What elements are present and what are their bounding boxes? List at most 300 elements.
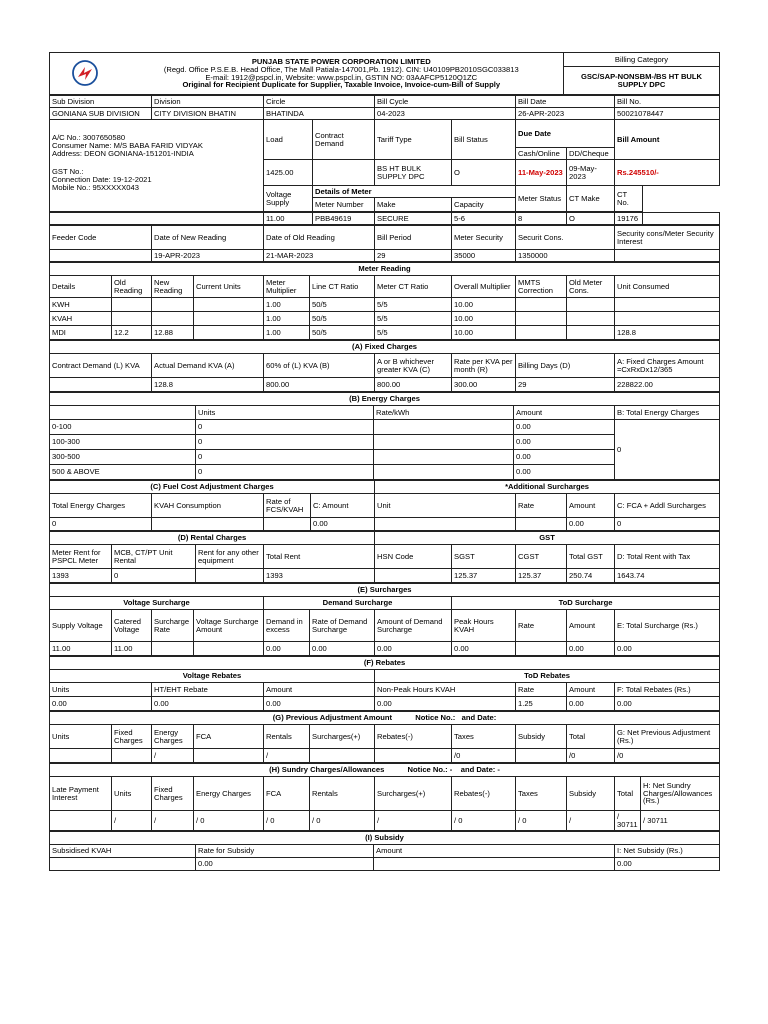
- table-cell: /: [152, 749, 194, 763]
- due-date-dd: 09-May-2023: [567, 160, 615, 186]
- fca-col-kvah: KVAH Consumption: [152, 494, 264, 518]
- table-cell: 250.74: [567, 569, 615, 583]
- ct-make-header: CT Make: [567, 186, 615, 212]
- table-cell: [516, 518, 567, 531]
- voltage-rebates-title: Voltage Rebates: [50, 670, 375, 683]
- table-cell: [112, 749, 152, 763]
- table-cell: [516, 298, 567, 312]
- mr-col-multiplier: Meter Multiplier: [264, 276, 310, 298]
- table-row: [50, 811, 720, 831]
- old-reading-date-header: Date of Old Reading: [264, 226, 375, 250]
- table-cell: 0.00: [514, 465, 615, 480]
- consumer-info-table: [49, 95, 720, 212]
- table-cell: 0: [196, 450, 374, 465]
- billing-category-value: GSC/SAP-NONSBM-/BS HT BULK SUPPLY DPC: [564, 67, 720, 95]
- table-cell: /0: [615, 749, 720, 763]
- consumer-name: Consumer Name: M/S BABA FARID VIDYAK: [52, 140, 203, 150]
- table-cell: / 0: [264, 811, 310, 831]
- table-cell: [375, 569, 452, 583]
- pa-col-fixed: Fixed Charges: [112, 725, 152, 749]
- sundry-title: (H) Sundry Charges/Allowances Notice No.: - and Date: -: [50, 764, 720, 777]
- table-row: [50, 326, 720, 340]
- meter-reading-title: Meter Reading: [50, 263, 720, 276]
- voltage-supply-header: Voltage Supply: [264, 186, 313, 212]
- sb-col-kvah: Subsidised KVAH: [50, 845, 196, 858]
- fc-col-amount: A: Fixed Charges Amount =CxRxDx12/365: [615, 354, 720, 378]
- table-cell: 0: [196, 435, 374, 450]
- table-cell: [264, 518, 311, 531]
- mr-col-old-cons: Old Meter Cons.: [567, 276, 615, 298]
- demand-surcharge-title: Demand Surcharge: [264, 597, 452, 610]
- mr-col-current: Current Units: [194, 276, 264, 298]
- table-cell: 5/5: [375, 298, 452, 312]
- table-cell: 1393: [264, 569, 375, 583]
- invoice-document: [49, 52, 719, 871]
- table-cell: [615, 312, 720, 326]
- table-cell: [112, 312, 152, 326]
- sc-col-total: E: Total Surcharge (Rs.): [615, 610, 720, 642]
- meter-security-value: 35000: [452, 250, 516, 262]
- table-cell: [516, 642, 567, 656]
- meter-info-table: [49, 212, 720, 225]
- old-reading-date-value: 21-MAR-2023: [264, 250, 375, 262]
- ct-no-header: CT No.: [615, 186, 643, 212]
- table-cell: 125.37: [452, 569, 516, 583]
- table-cell: 10.00: [452, 326, 516, 340]
- table-cell: [567, 312, 615, 326]
- due-date-header: Due Date: [516, 120, 615, 148]
- voltage-value: 11.00: [264, 213, 313, 225]
- table-cell: 1393: [50, 569, 112, 583]
- table-cell: 128.8: [615, 326, 720, 340]
- table-cell: 1643.74: [615, 569, 720, 583]
- pspcl-logo: [50, 53, 120, 95]
- pa-col-energy: Energy Charges: [152, 725, 194, 749]
- mr-col-overall: Overall Multiplier: [452, 276, 516, 298]
- table-cell: [152, 518, 264, 531]
- table-cell: / 0: [310, 811, 375, 831]
- table-cell: [50, 811, 112, 831]
- rb-col-nonpeak: Non-Peak Hours KVAH: [375, 683, 516, 697]
- table-cell: 0-100: [50, 420, 196, 435]
- table-cell: [152, 298, 194, 312]
- security-interest-header: Security cons/Meter Security Interest: [615, 226, 720, 250]
- consumer-details: [50, 120, 264, 212]
- table-cell: MDI: [50, 326, 112, 340]
- sb-col-net: I: Net Subsidy (Rs.): [615, 845, 720, 858]
- ct-no-value: [643, 213, 720, 225]
- table-row: [50, 378, 720, 392]
- bill-status-header: Bill Status: [452, 120, 516, 160]
- table-cell: 0.00: [311, 518, 375, 531]
- digit-value: 8: [516, 213, 567, 225]
- fca-title: (C) Fuel Cost Adjustment Charges: [50, 481, 375, 494]
- tariff-value: BS HT BULK SUPPLY DPC: [375, 160, 452, 186]
- company-name: PUNJAB STATE POWER CORPORATION LIMITED: [251, 56, 431, 66]
- table-cell: 0: [196, 420, 374, 435]
- subsidy-table: [49, 831, 720, 871]
- fc-col-days: Billing Days (D): [516, 354, 615, 378]
- table-cell: 0: [615, 518, 720, 531]
- sc-col-demand-amount: Amount of Demand Surcharge: [375, 610, 452, 642]
- table-cell: 300-500: [50, 450, 196, 465]
- rental-table: [49, 531, 720, 583]
- table-cell: / 0: [516, 811, 567, 831]
- sundry-table: [49, 763, 720, 831]
- sc-col-demand-rate: Rate of Demand Surcharge: [310, 610, 375, 642]
- subdivision-value: GONIANA SUB DIVISION: [50, 108, 152, 120]
- table-cell: / 0: [452, 811, 516, 831]
- rb-col-total: F: Total Rebates (Rs.): [615, 683, 720, 697]
- table-cell: /: [264, 749, 310, 763]
- table-cell: 5/5: [375, 312, 452, 326]
- table-cell: [516, 312, 567, 326]
- table-cell: 1.25: [516, 697, 567, 711]
- sc-col-catered: Catered Voltage: [112, 610, 152, 642]
- table-cell: 1.00: [264, 298, 310, 312]
- pa-col-rebates: Rebates(-): [375, 725, 452, 749]
- table-cell: /0: [452, 749, 516, 763]
- bill-no-header: Bill No.: [615, 96, 720, 108]
- account-number: A/C No.: 3007650580: [52, 133, 126, 142]
- tariff-header: Tariff Type: [375, 120, 452, 160]
- make-header: Make: [375, 198, 452, 212]
- table-cell: [375, 749, 452, 763]
- company-header: [120, 53, 564, 95]
- table-cell: [374, 465, 514, 480]
- subdivision-header: Sub Division: [50, 96, 152, 108]
- table-cell: 50/5: [310, 326, 375, 340]
- table-cell: 5/5: [375, 326, 452, 340]
- table-cell: [374, 858, 615, 871]
- meter-number-value: PBB49619: [313, 213, 375, 225]
- previous-adjustment-table: [49, 711, 720, 763]
- table-cell: [194, 749, 264, 763]
- sc-col-peak: Peak Hours KVAH: [452, 610, 516, 642]
- fc-col-contract: Contract Demand (L) KVA: [50, 354, 152, 378]
- fca-table: [49, 480, 720, 531]
- pa-col-taxes: Taxes: [452, 725, 516, 749]
- company-address: (Regd. Office P.S.E.B. Head Office, The Mall Patiala-147001,Pb. 1912). CIN: U40109PB2010SGC033813: [163, 64, 519, 74]
- bill-amount-header: Bill Amount: [615, 120, 720, 160]
- table-cell: [50, 378, 152, 392]
- previous-adjustment-title: (G) Previous Adjustment Amount Notice No.: and Date:: [50, 712, 720, 725]
- table-cell: [50, 749, 112, 763]
- pa-col-total: Total: [567, 725, 615, 749]
- voltage-surcharge-title: Voltage Surcharge: [50, 597, 264, 610]
- sd-col-surcharges: Surcharges(+): [375, 777, 452, 811]
- mr-col-line-ct: Line CT Ratio: [310, 276, 375, 298]
- table-cell: 12.2: [112, 326, 152, 340]
- division-value: CITY DIVISION BHATIN: [152, 108, 264, 120]
- bill-date-value: 26-APR-2023: [516, 108, 615, 120]
- table-cell: [310, 749, 375, 763]
- table-cell: 0: [112, 569, 196, 583]
- cash-online-header: Cash/Online: [516, 148, 567, 160]
- gst-title: GST: [375, 532, 720, 545]
- table-cell: [194, 642, 264, 656]
- table-cell: KVAH: [50, 312, 112, 326]
- load-value: 1425.00: [264, 160, 313, 186]
- table-cell: 1.00: [264, 312, 310, 326]
- meter-reading-table: [49, 262, 720, 340]
- new-reading-date-header: Date of New Reading: [152, 226, 264, 250]
- rb-col-ht: HT/EHT Rebate: [152, 683, 264, 697]
- surcharges-title: (E) Surcharges: [50, 584, 720, 597]
- table-cell: 125.37: [516, 569, 567, 583]
- table-cell: 11.00: [112, 642, 152, 656]
- circle-header: Circle: [264, 96, 375, 108]
- table-cell: 10.00: [452, 298, 516, 312]
- capacity-value: 5-6: [452, 213, 516, 225]
- rb-col-rate: Rate: [516, 683, 567, 697]
- table-cell: /: [375, 811, 452, 831]
- bill-status-value: O: [452, 160, 516, 186]
- table-cell: 0.00: [50, 697, 152, 711]
- rent-col-total-gst: Total GST: [567, 545, 615, 569]
- sc-col-rate: Surcharge Rate: [152, 610, 194, 642]
- table-cell: 0.00: [264, 697, 375, 711]
- table-cell: [194, 312, 264, 326]
- fc-col-60pct: 60% of (L) KVA (B): [264, 354, 375, 378]
- total-energy-charges: 0: [615, 420, 720, 480]
- pa-col-units: Units: [50, 725, 112, 749]
- table-cell: 0.00: [452, 642, 516, 656]
- bill-amount-value: Rs.245510/-: [615, 160, 720, 186]
- table-cell: 0.00: [152, 697, 264, 711]
- division-header: Division: [152, 96, 264, 108]
- table-cell: 300.00: [452, 378, 516, 392]
- ec-col-amount: Amount: [514, 406, 615, 420]
- table-cell: [374, 420, 514, 435]
- pa-col-rentals: Rentals: [264, 725, 310, 749]
- pa-col-subsidy: Subsidy: [516, 725, 567, 749]
- bill-date-header: Bill Date: [516, 96, 615, 108]
- dd-cheque-header: DD/Cheque: [567, 148, 615, 160]
- mr-col-consumed: Unit Consumed: [615, 276, 720, 298]
- sc-col-tod-amount: Amount: [567, 610, 615, 642]
- table-cell: [567, 298, 615, 312]
- table-cell: 0: [196, 465, 374, 480]
- tod-rebates-title: ToD Rebates: [375, 670, 720, 683]
- meter-status-value: O: [567, 213, 615, 225]
- rent-col-total: Total Rent: [264, 545, 375, 569]
- table-cell: 11.00: [50, 642, 112, 656]
- table-cell: [152, 312, 194, 326]
- rent-col-meter: Meter Rent for PSPCL Meter: [50, 545, 112, 569]
- bill-no-value: 50021078447: [615, 108, 720, 120]
- sc-col-demand-excess: Demand in excess: [264, 610, 310, 642]
- table-cell: / 30711: [615, 811, 641, 831]
- table-cell: 0.00: [567, 697, 615, 711]
- sc-col-tod-rate: Rate: [516, 610, 567, 642]
- new-reading-date-value: 19-APR-2023: [152, 250, 264, 262]
- mr-col-details: Details: [50, 276, 112, 298]
- table-cell: 0.00: [567, 642, 615, 656]
- table-cell: 128.8: [152, 378, 264, 392]
- mr-col-meter-ct: Meter CT Ratio: [375, 276, 452, 298]
- company-contact: E-mail: 1912@pspcl.in, Website: www.pspcl.in, GSTIN NO: 03AAFCP5120Q1ZC: [205, 72, 478, 82]
- table-cell: 0.00: [567, 518, 615, 531]
- table-cell: 0.00: [615, 697, 720, 711]
- bill-cycle-header: Bill Cycle: [375, 96, 516, 108]
- table-cell: 0.00: [615, 858, 720, 871]
- table-cell: [194, 326, 264, 340]
- rb-col-tod-amount: Amount: [567, 683, 615, 697]
- table-cell: 0.00: [196, 858, 374, 871]
- surcharges-table: [49, 583, 720, 656]
- invoice-type: Original for Recipient Duplicate for Supplier, Taxable Invoice, Invoice-cum-Bill of Supply: [182, 80, 501, 90]
- table-cell: 0.00: [310, 642, 375, 656]
- table-cell: [516, 749, 567, 763]
- sd-col-fixed: Fixed Charges: [152, 777, 194, 811]
- circle-value: BHATINDA: [264, 108, 375, 120]
- feeder-code-header: Feeder Code: [50, 226, 152, 250]
- pa-col-fca: FCA: [194, 725, 264, 749]
- energy-charges-title: (B) Energy Charges: [50, 393, 720, 406]
- table-cell: [152, 642, 194, 656]
- connection-date: Connection Date: 19-12-2021: [52, 174, 152, 184]
- table-cell: 0: [50, 518, 152, 531]
- table-cell: 500 & ABOVE: [50, 465, 196, 480]
- feeder-code-value: [50, 250, 152, 262]
- table-cell: KWH: [50, 298, 112, 312]
- pa-col-surcharges: Surcharges(+): [310, 725, 375, 749]
- bill-period-value: 29: [375, 250, 452, 262]
- consumer-address: Address: DEON GONIANA-151201-INDIA: [52, 148, 194, 158]
- rb-col-amount: Amount: [264, 683, 375, 697]
- sd-col-energy: Energy Charges: [194, 777, 264, 811]
- ec-col-units: Units: [196, 406, 374, 420]
- rental-title: (D) Rental Charges: [50, 532, 375, 545]
- meter-number-header: Meter Number: [313, 198, 375, 212]
- table-cell: 100-300: [50, 435, 196, 450]
- table-row: [50, 420, 720, 435]
- rebates-title: (F) Rebates: [50, 657, 720, 670]
- rent-col-total-tax: D: Total Rent with Tax: [615, 545, 720, 569]
- table-cell: [374, 450, 514, 465]
- rb-col-units: Units: [50, 683, 152, 697]
- fca-col-add-rate: Rate: [516, 494, 567, 518]
- bill-cycle-value: 04-2023: [375, 108, 516, 120]
- table-cell: 29: [516, 378, 615, 392]
- reading-dates-table: [49, 225, 720, 262]
- fc-col-greater: A or B whichever greater KVA (C): [375, 354, 452, 378]
- sd-col-total: Total: [615, 777, 641, 811]
- rent-col-cgst: CGST: [516, 545, 567, 569]
- additional-surcharges-title: *Additional Surcharges: [375, 481, 720, 494]
- table-cell: / 0: [194, 811, 264, 831]
- billing-category-label: Billing Category: [564, 53, 720, 67]
- meter-reading-header-row: [50, 276, 720, 298]
- fc-col-rate: Rate per KVA per month (R): [452, 354, 516, 378]
- ct-make-value: 19176: [615, 213, 643, 225]
- table-cell: 0.00: [514, 420, 615, 435]
- sd-col-taxes: Taxes: [516, 777, 567, 811]
- subsidy-title: (I) Subsidy: [50, 832, 720, 845]
- fca-col-total: C: FCA + Addl Surcharges: [615, 494, 720, 518]
- fca-col-amount: C: Amount: [311, 494, 375, 518]
- table-row: [50, 858, 720, 871]
- rent-col-mcb: MCB, CT/PT Unit Rental: [112, 545, 196, 569]
- table-cell: 0.00: [514, 435, 615, 450]
- rent-col-sgst: SGST: [452, 545, 516, 569]
- rent-col-hsn: HSN Code: [375, 545, 452, 569]
- contract-demand-value: [313, 160, 375, 186]
- table-cell: 0.00: [514, 450, 615, 465]
- energy-charges-table: [49, 392, 720, 480]
- ec-col-total: B: Total Energy Charges: [615, 406, 720, 420]
- fca-col-add-amount: Amount: [567, 494, 615, 518]
- table-cell: 1.00: [264, 326, 310, 340]
- table-cell: [374, 435, 514, 450]
- table-cell: [567, 326, 615, 340]
- table-cell: [615, 298, 720, 312]
- meter-status-header: Meter Status: [516, 186, 567, 212]
- table-cell: /: [567, 811, 615, 831]
- table-cell: /: [152, 811, 194, 831]
- fc-col-actual: Actual Demand KVA (A): [152, 354, 264, 378]
- sd-col-subsidy: Subsidy: [567, 777, 615, 811]
- header-table: [49, 52, 720, 95]
- mobile-number: Mobile No.: 95XXXXX043: [52, 182, 139, 192]
- table-cell: 50/5: [310, 298, 375, 312]
- table-cell: / 30711: [641, 811, 720, 831]
- sd-col-fca: FCA: [264, 777, 310, 811]
- table-cell: 0.00: [375, 697, 516, 711]
- table-cell: [50, 858, 196, 871]
- table-row: [50, 518, 720, 531]
- table-cell: 0.00: [264, 642, 310, 656]
- table-cell: 0.00: [375, 642, 452, 656]
- table-cell: [196, 569, 264, 583]
- table-row: [50, 569, 720, 583]
- capacity-header: Capacity: [452, 198, 516, 212]
- security-interest-value: [615, 250, 720, 262]
- mr-col-new: New Reading: [152, 276, 194, 298]
- table-cell: [375, 518, 516, 531]
- contract-demand-header: Contract Demand: [313, 120, 375, 160]
- security-cons-header: Securit Cons.: [516, 226, 615, 250]
- table-cell: 10.00: [452, 312, 516, 326]
- load-header: Load: [264, 120, 313, 160]
- fixed-charges-title: (A) Fixed Charges: [50, 341, 720, 354]
- pspcl-logo-icon: [69, 59, 101, 87]
- sc-col-supply: Supply Voltage: [50, 610, 112, 642]
- table-row: [50, 697, 720, 711]
- mr-col-old: Old Reading: [112, 276, 152, 298]
- rent-col-other: Rent for any other equipment: [196, 545, 264, 569]
- ec-col-rate: Rate/kWh: [374, 406, 514, 420]
- meter-details-header: Details of Meter: [313, 186, 516, 198]
- table-row: [50, 312, 720, 326]
- bill-period-header: Bill Period: [375, 226, 452, 250]
- table-row: [50, 298, 720, 312]
- sd-col-net: H: Net Sundry Charges/Allowances (Rs.): [641, 777, 720, 811]
- table-cell: /: [112, 811, 152, 831]
- sd-col-rentals: Rentals: [310, 777, 375, 811]
- table-cell: 0.00: [615, 642, 720, 656]
- due-date-cash: 11-May-2023: [516, 160, 567, 186]
- sb-col-amount: Amount: [374, 845, 615, 858]
- rebates-table: [49, 656, 720, 711]
- mr-col-mmts: MMTS Correction: [516, 276, 567, 298]
- sb-col-rate: Rate for Subsidy: [196, 845, 374, 858]
- sd-col-units: Units: [112, 777, 152, 811]
- pa-col-net: G: Net Previous Adjustment (Rs.): [615, 725, 720, 749]
- table-cell: 12.88: [152, 326, 194, 340]
- sd-col-rebates: Rebates(-): [452, 777, 516, 811]
